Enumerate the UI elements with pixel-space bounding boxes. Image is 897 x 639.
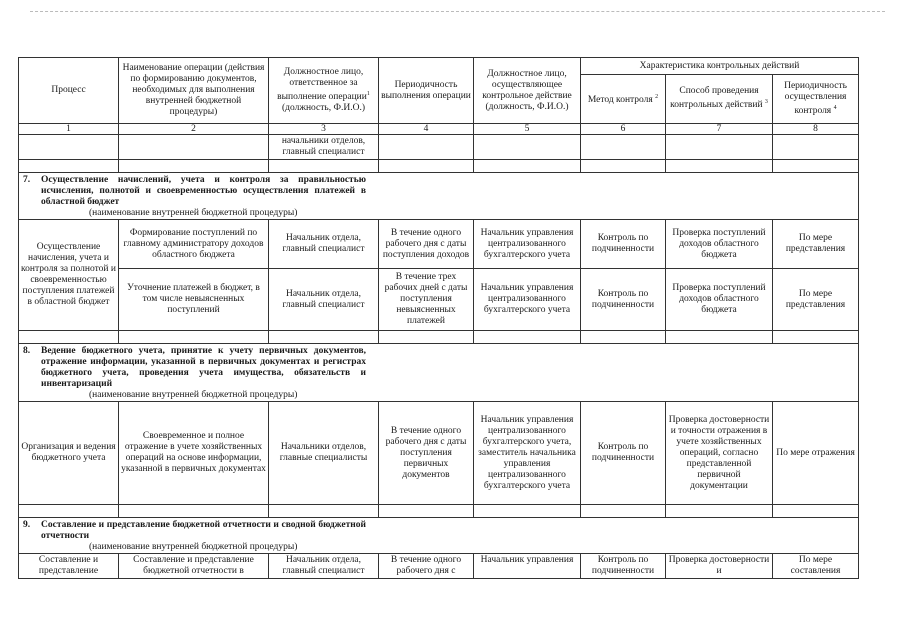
period-control-cell: По мере представления [773, 220, 859, 269]
spacer-row [19, 160, 859, 173]
periodicity-cell: В течение одного рабочего дня с даты поступления первичных документов [379, 402, 474, 505]
process-cell: Осуществление начисления, учета и контроля за полнотой и своевременностью поступления платежей в областной бюджет [19, 220, 119, 331]
section-subtitle: (наименование внутренней бюджетной процедуры) [19, 390, 859, 402]
col-num: 8 [773, 124, 859, 135]
col-num: 4 [379, 124, 474, 135]
process-cell: Организация и ведения бюджетного учета [19, 402, 119, 505]
method-cell: Контроль по подчиненности [581, 402, 666, 505]
responsible-cell: Начальники отделов, главные специалисты [269, 402, 379, 505]
periodicity-cell: В течение трех рабочих дней с даты поступления невыясненных платежей [379, 269, 474, 331]
header-operation: Наименование операции (действия по формированию документов, необходимых для выполнения внутренней бюджетной процедуры) [119, 58, 269, 124]
section-heading [19, 173, 859, 209]
section-subtitle: (наименование внутренней бюджетной процедуры) [19, 208, 859, 220]
table-row [19, 269, 859, 331]
section-title: Осуществление начислений, учета и контроля за правильностью исчисления, полнотой и своевременностью осуществления платежей в областной бюджет [41, 175, 366, 207]
column-numbers-row [19, 124, 859, 135]
section-heading [19, 518, 859, 543]
operation-cell: Уточнение платежей в бюджет, в том числе невыясненных поступлений [119, 269, 269, 331]
section-number: 8. [23, 346, 31, 356]
col-num: 7 [666, 124, 773, 135]
col-num: 2 [119, 124, 269, 135]
operation-cell: Составление и представление бюджетной отчетности в [119, 554, 269, 579]
table-row [19, 554, 859, 579]
header-controller: Должностное лицо, осуществляющее контрольное действие (должность, Ф.И.О.) [474, 58, 581, 124]
responsible-cell: Начальник отдела, главный специалист [269, 220, 379, 269]
control-table [18, 57, 859, 579]
header-period-control: Периодичность осуществления контроля $^4$ [773, 75, 859, 124]
header-way: Способ проведения контрольных действий $^3$ [666, 75, 773, 124]
method-cell: Контроль по подчиненности [581, 220, 666, 269]
controller-cell: Начальник управления централизованного бухгалтерского учета, заместитель начальника управления централизованного бухгалтерского учета [474, 402, 581, 505]
section-subtitle: (наименование внутренней бюджетной процедуры) [19, 542, 859, 554]
section-heading [19, 344, 859, 391]
section-subtitle-row [19, 208, 859, 220]
method-cell: Контроль по подчиненности [581, 269, 666, 331]
top-dashed-line [30, 11, 885, 12]
process-cell: Составление и представление [19, 554, 119, 579]
section-subtitle-row [19, 542, 859, 554]
responsible-cell: Начальник отдела, главный специалист [269, 269, 379, 331]
method-cell: Контроль по подчиненности [581, 554, 666, 579]
operation-cell: Своевременное и полное отражение в учете хозяйственных операций на основе информации, указанной в первичных документах [119, 402, 269, 505]
section-title: Составление и представление бюджетной отчетности и сводной бюджетной отчетности [41, 520, 366, 541]
carry-responsible: начальники отделов, главный специалист [269, 135, 379, 160]
way-cell: Проверка поступлений доходов областного бюджета [666, 269, 773, 331]
periodicity-cell: В течение одного рабочего дня с даты поступления доходов [379, 220, 474, 269]
way-cell: Проверка достоверности и точности отражения в учете хозяйственных операций, согласно представленной первичной документации [666, 402, 773, 505]
spacer-row [19, 505, 859, 518]
section-title: Ведение бюджетного учета, принятие к учету первичных документов, отражение информации, указанной в первичных документах и регистрах бюджетного учета, проведения учета имущества, обязательств и инвентаризаций [41, 346, 366, 389]
period-control-cell: По мере отражения [773, 402, 859, 505]
carry-row [19, 135, 859, 160]
way-cell: Проверка поступлений доходов областного бюджета [666, 220, 773, 269]
period-control-cell: По мере представления [773, 269, 859, 331]
period-control-cell: По мере составления [773, 554, 859, 579]
spacer-row [19, 331, 859, 344]
header-control-group: Характеристика контрольных действий [581, 58, 859, 75]
controller-cell: Начальник управления централизованного бухгалтерского учета [474, 269, 581, 331]
col-num: 6 [581, 124, 666, 135]
section-subtitle-row [19, 390, 859, 402]
header-responsible: Должностное лицо, ответственное за выполнение операции$^1$ (должность, Ф.И.О.) [269, 58, 379, 124]
header-periodicity: Периодичность выполнения операции [379, 58, 474, 124]
controller-cell: Начальник управления [474, 554, 581, 579]
way-cell: Проверка достоверности и [666, 554, 773, 579]
col-num: 3 [269, 124, 379, 135]
section-number: 7. [23, 175, 31, 185]
controller-cell: Начальник управления централизованного бухгалтерского учета [474, 220, 581, 269]
table-row [19, 220, 859, 269]
table-row [19, 402, 859, 505]
header-method: Метод контроля $^2$ [581, 75, 666, 124]
responsible-cell: Начальник отдела, главный специалист [269, 554, 379, 579]
col-num: 5 [474, 124, 581, 135]
periodicity-cell: В течение одного рабочего дня с [379, 554, 474, 579]
operation-cell: Формирование поступлений по главному администратору доходов областного бюджета [119, 220, 269, 269]
section-number: 9. [23, 520, 31, 530]
header-row-1 [19, 58, 859, 75]
header-process: Процесс [19, 58, 119, 124]
col-num: 1 [19, 124, 119, 135]
